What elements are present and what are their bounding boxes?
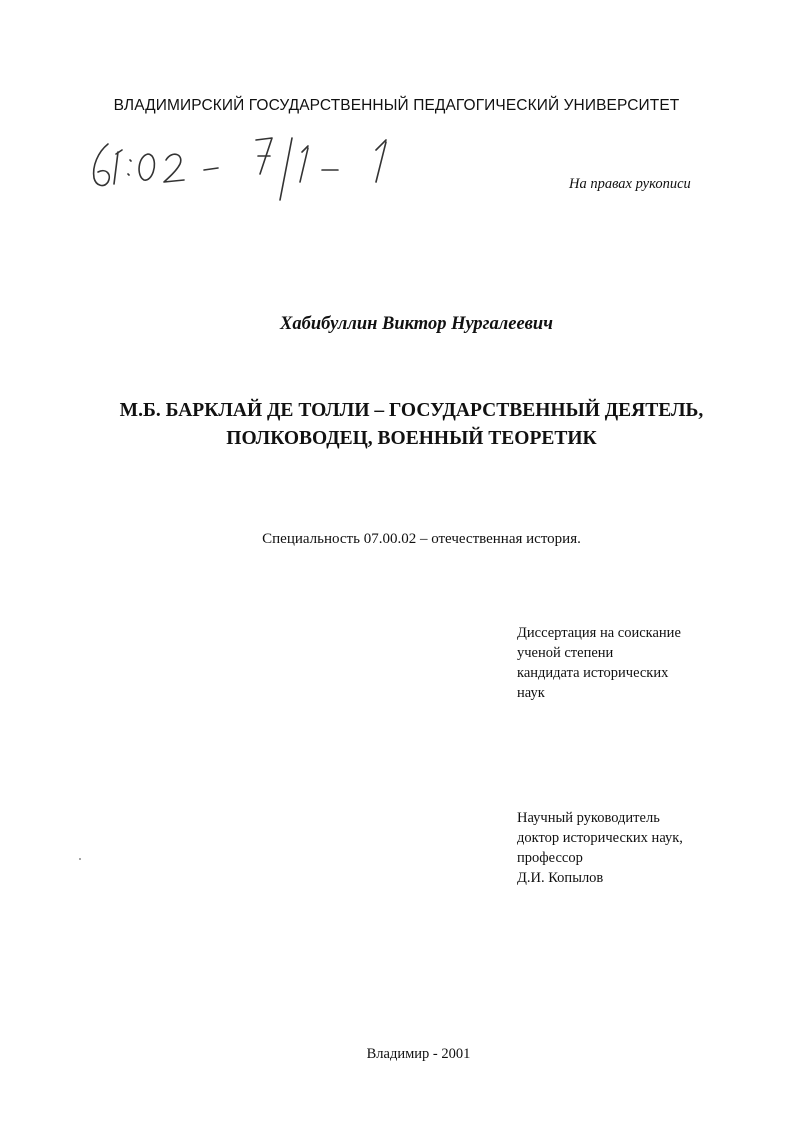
place-and-year: Владимир - 2001 — [366, 1046, 471, 1062]
manuscript-rights-note: На правах рукописи — [569, 176, 691, 192]
title-line-1: М.Б. БАРКЛАЙ ДЕ ТОЛЛИ – ГОСУДАРСТВЕННЫЙ ДЕЯТЕЛЬ, — [119, 400, 704, 421]
degree-line: кандидата исторических — [517, 665, 669, 681]
university-name: ВЛАДИМИРСКИЙ ГОСУДАРСТВЕННЫЙ ПЕДАГОГИЧЕСКИЙ УНИВЕРСИТЕТ — [113, 97, 680, 114]
degree-line: Диссертация на соискание — [517, 625, 681, 641]
degree-block — [517, 623, 737, 703]
advisor-block — [517, 808, 737, 888]
handwritten-shelf-mark — [86, 130, 416, 210]
advisor-line: профессор — [517, 850, 583, 866]
advisor-line: Научный руководитель — [517, 810, 660, 826]
specialty-line: Специальность 07.00.02 – отечественная история. — [262, 531, 581, 547]
advisor-line: Д.И. Копылов — [517, 870, 604, 886]
degree-line: наук — [517, 685, 545, 701]
degree-line: ученой степени — [517, 645, 614, 661]
dissertation-title — [60, 397, 763, 453]
scan-speck — [79, 858, 81, 860]
advisor-line: доктор исторических наук, — [517, 830, 683, 846]
handwritten-shelf-mark-drawing — [86, 130, 416, 210]
title-line-2: ПОЛКОВОДЕЦ, ВОЕННЫЙ ТЕОРЕТИК — [226, 428, 597, 449]
author-name: Хабибуллин Виктор Нургалеевич — [280, 314, 553, 334]
